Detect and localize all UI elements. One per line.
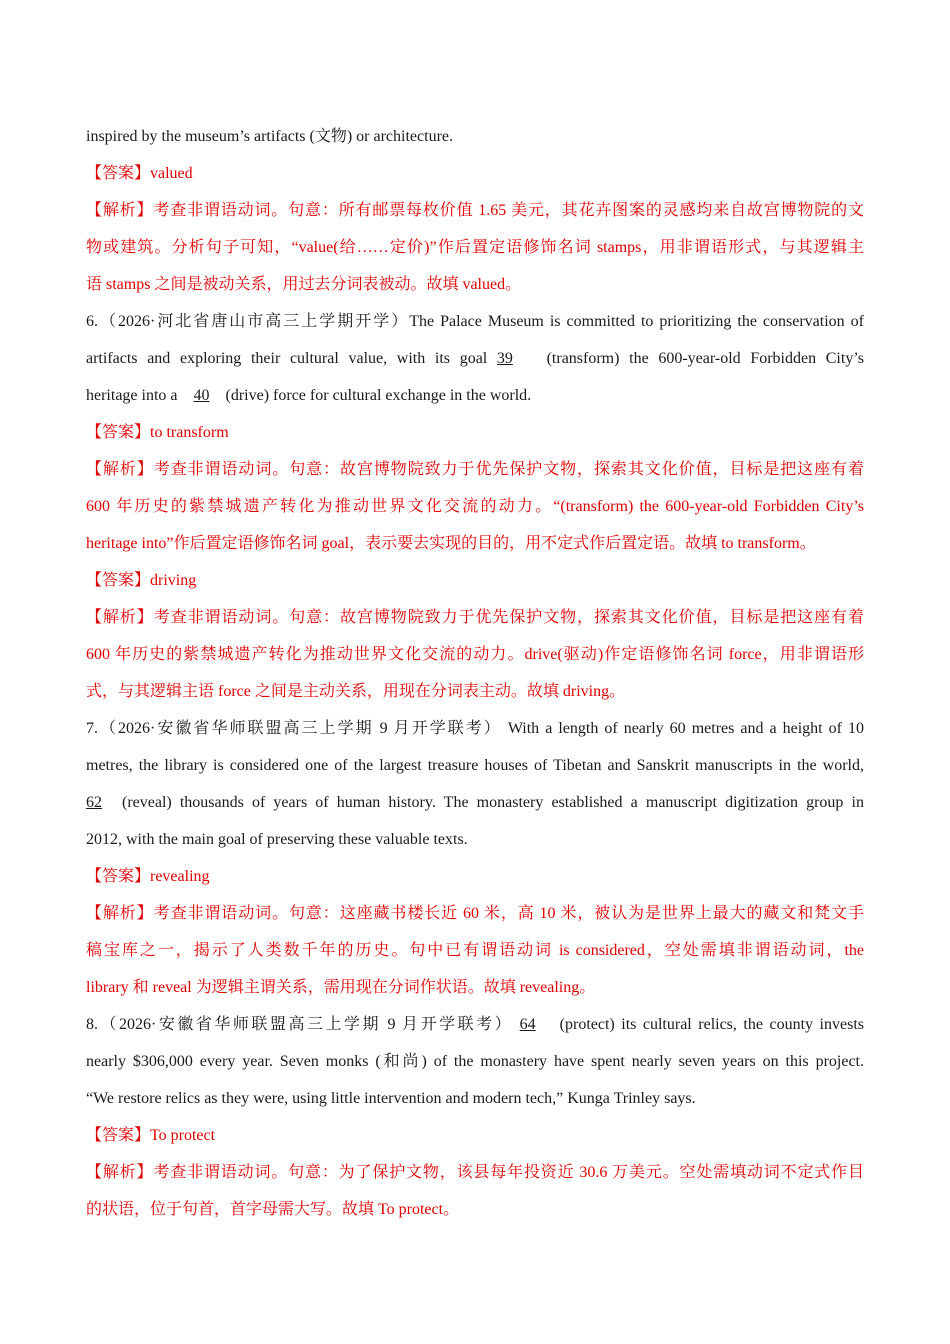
analysis-q6-39-line3: heritage into”作后置定语修饰名词 goal，表示要去实现的目的，用不定式作后置定语。故填 to transform。 [86,535,816,552]
analysis-q6-40-line3: 式，与其逻辑主语 force 之间是主动关系，用现在分词表主动。故填 driving。 [86,683,626,700]
analysis-q7-line1: 【解析】考查非谓语动词。句意：这座藏书楼长近 60 米，高 10 米，被认为是世界上最大的藏文和梵文手 [86,905,864,922]
analysis-q5-line1: 【解析】考查非谓语动词。句意：所有邮票每枚价值 1.65 美元，其花卉图案的灵感均来自故宫博物院的文 [86,202,864,219]
blank-64: 64 [519,1016,536,1033]
question-7-line3 [86,784,864,821]
analysis-q6-40-line1: 【解析】考查非谓语动词。句意：故宫博物院致力于优先保护文物，探索其文化价值，目标是把这座有着 [86,609,864,626]
blank-62: 62 [86,794,102,811]
question-7-line4: 2012, with the main goal of preserving these valuable texts. [86,831,468,848]
q7-text: (reveal) thousands of years of human history. The monastery established a manuscript digitization group in [122,794,864,811]
answer-q6-40: 【答案】driving [86,572,197,589]
analysis-q5-line3: 语 stamps 之间是被动关系，用过去分词表被动。故填 valued。 [86,276,522,293]
question-6-line3 [86,377,864,414]
analysis-q6-39-line2: 600 年历史的紫禁城遗产转化为推动世界文化交流的动力。“(transform) the 600-year-old Forbidden City’s [86,498,864,515]
analysis-q7-line3: library 和 reveal 为逻辑主谓关系，需用现在分词作状语。故填 revealing。 [86,979,596,996]
q8-text: 8.（2026·安徽省华师联盟高三上学期 9 月开学联考） [86,1016,514,1033]
question-6-line1: 6.（2026·河北省唐山市高三上学期开学）The Palace Museum is committed to prioritizing the conservation of [86,313,864,330]
q6-text: artifacts and exploring their cultural value, with its goal [86,350,488,367]
analysis-q7-line2: 稿宝库之一，揭示了人类数千年的历史。句中已有谓语动词 is considered，空处需填非谓语动词，the [86,942,864,959]
question-7-line2: metres, the library is considered one of the largest treasure houses of Tibetan and Sanskrit manuscripts in the world, [86,757,864,774]
blank-39: 39 [496,350,513,367]
question-7-line1: 7.（2026·安徽省华师联盟高三上学期 9 月开学联考） With a length of nearly 60 metres and a height of 10 [86,720,864,737]
q6-text: (drive) force for cultural exchange in the world. [225,387,532,404]
answer-q5: 【答案】valued [86,165,193,182]
q6-text: heritage into a [86,387,178,404]
q6-text: (transform) the 600-year-old Forbidden City’s [546,350,864,367]
question-8-line1 [86,1006,864,1043]
analysis-q6-40-line2: 600 年历史的紫禁城遗产转化为推动世界文化交流的动力。drive(驱动)作定语修饰名词 force，用非谓语形 [86,646,864,663]
analysis-q6-39-line1: 【解析】考查非谓语动词。句意：故宫博物院致力于优先保护文物，探索其文化价值，目标是把这座有着 [86,461,864,478]
answer-q7: 【答案】revealing [86,868,210,885]
blank-40: 40 [193,387,210,404]
question-6-line2 [86,340,864,377]
answer-q6-39: 【答案】to transform [86,424,229,441]
answer-q8: 【答案】To protect [86,1127,216,1144]
analysis-q5-line2: 物或建筑。分析句子可知，“value(给……定价)”作后置定语修饰名词 stamps，用非谓语形式，与其逻辑主 [86,239,864,256]
question-8-line2: nearly $306,000 every year. Seven monks (和尚) of the monastery have spent nearly seven years on this project. [86,1053,864,1070]
document-page [86,118,864,1228]
q8-text: (protect) its cultural relics, the county invests [559,1016,864,1033]
analysis-q8-line2: 的状语，位于句首，首字母需大写。故填 To protect。 [86,1201,460,1218]
analysis-q8-line1: 【解析】考查非谓语动词。句意：为了保护文物，该县每年投资近 30.6 万美元。空处需填动词不定式作目 [86,1164,864,1181]
question-8-line3: “We restore relics as they were, using little intervention and modern tech,” Kunga Trinley says. [86,1090,696,1107]
continuation-line: inspired by the museum’s artifacts (文物) or architecture. [86,128,453,145]
